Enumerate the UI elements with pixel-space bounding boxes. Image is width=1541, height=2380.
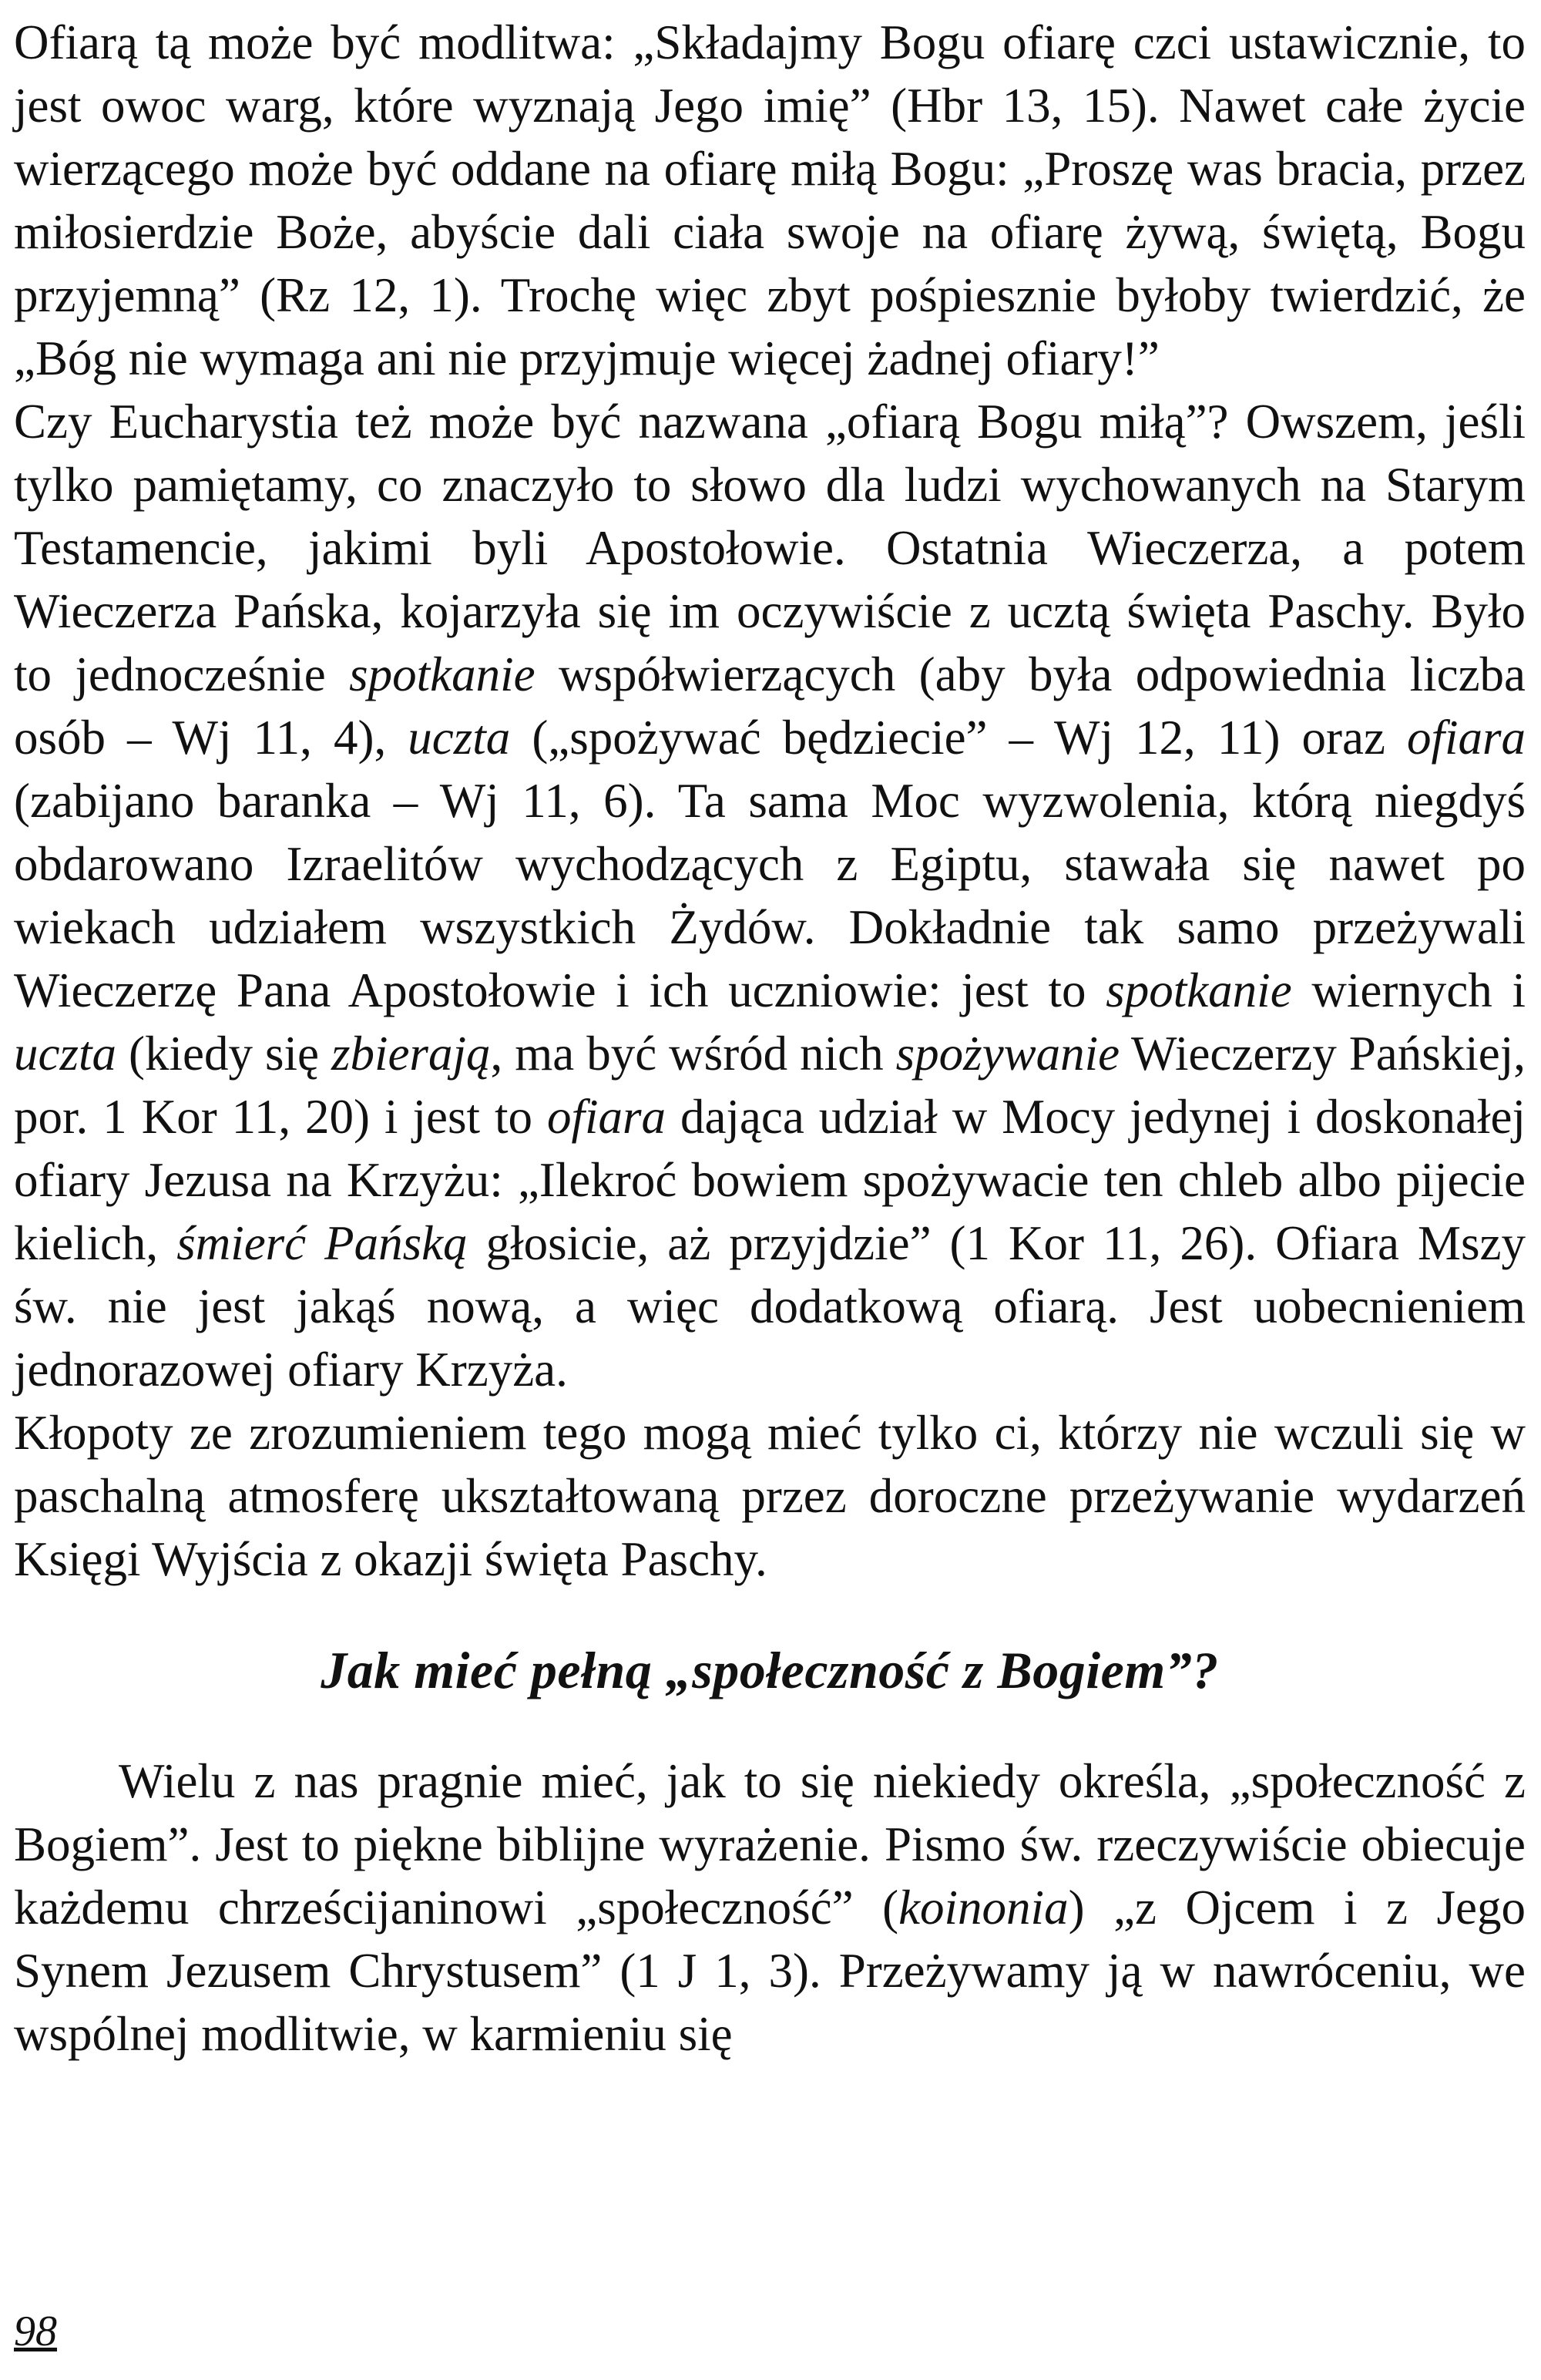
book-page [14,11,1526,2066]
text-run: współwierzących (aby była odpowiednia liczba osób – Wj 11, 4), [14,647,1526,765]
text-run: Kłopoty ze zrozumieniem tego mogą mieć tylko ci, którzy nie wczuli się w paschalną atmosferę ukształtowaną przez doroczne przeżywanie wydarzeń Księgi Wyjścia z okazji święta Paschy. [14,1406,1526,1586]
text-run: Czy Eucharystia też może być nazwana „ofiarą Bogu miłą”? Owszem, jeśli tylko pamiętamy, co znaczyło to słowo dla ludzi wychowanych na Starym Testamencie, jakimi byli Apostołowie. Ostatnia Wieczerza, a potem Wieczerza Pańska, kojarzyła się im oczywiście z ucztą święta Paschy. Było to jednocześnie [14,395,1526,701]
text-run: (zabijano baranka – Wj 11, 6). Ta sama Moc wyzwolenia, którą niegdyś obdarowano Izraelitów wychodzących z Egiptu, stawała się nawet po wiekach udziałem wszystkich Żydów. Dokładnie tak samo przeżywali Wieczerzę Pana Apostołowie i ich uczniowie: jest to [14,774,1526,1017]
italic-text: uczta [14,1027,116,1081]
text-run: („spożywać będziecie” – Wj 12, 11) oraz [510,711,1407,765]
italic-text: spotkanie [349,647,535,701]
text-section-after-heading [14,1750,1526,2066]
italic-text: ofiara [546,1090,666,1144]
italic-text: zbierają [331,1027,491,1081]
text-run: Ofiarą tą może być modlitwa: „Składajmy Bogu ofiarę czci ustawicznie, to jest owoc warg, które wyznają Jego imię” (Hbr 13, 15). Nawet całe życie wierzącego może być oddane na ofiarę miłą Bogu: „Proszę was bracia, przez miłosierdzie Boże, abyście dali ciała swoje na ofiarę żywą, świętą, Bogu przyjemną” (Rz 12, 1). Trochę więc zbyt pośpiesznie byłoby twierdzić, że „Bóg nie wymaga ani nie przyjmuje więcej żadnej ofiary!” [14,15,1526,385]
italic-text: koinonia [898,1881,1069,1935]
text-section-before-heading [14,11,1526,1591]
text-run: (kiedy się [116,1027,331,1081]
text-run: Wielu z nas pragnie mieć, jak to się niekiedy określa, „społeczność z Bogiem”. Jest to piękne biblijne wyrażenie. Pismo św. rzeczywiście obiecuje każdemu chrześcijaninowi „społeczność” ( [14,1754,1526,1935]
paragraph [14,11,1526,390]
text-run: Wieczerzy Pańskiej, por. 1 Kor 11, 20) i jest to [14,1027,1526,1144]
page-number: 98 [14,2308,57,2355]
italic-text: uczta [408,711,511,765]
italic-text: spotkanie [1106,963,1292,1017]
section-heading: Jak mieć pełną „społeczność z Bogiem”? [321,1641,1219,1699]
text-run: wiernych i [1291,963,1526,1017]
text-run: głosicie, aż przyjdzie” (1 Kor 11, 26). Ofiara Mszy św. nie jest jakąś nową, a więc dodatkową ofiarą. Jest uobecnieniem jednorazowej ofiary Krzyża. [14,1216,1526,1397]
italic-text: śmierć Pańską [176,1216,468,1270]
paragraph [14,1750,1526,2066]
paragraph [14,390,1526,1401]
italic-text: ofiara [1406,711,1526,765]
text-run: dająca udział w Mocy jedynej i doskonałej ofiary Jezusa na Krzyżu: „Ilekroć bowiem spożywacie ten chleb albo pijecie kielich, [14,1090,1526,1270]
paragraph [14,1401,1526,1591]
italic-text: spożywanie [895,1027,1120,1081]
text-run: , ma być wśród nich [490,1027,896,1081]
text-run: ) „z Ojcem i z Jego Synem Jezusem Chrystusem” (1 J 1, 3). Przeżywamy ją w nawróceniu, we wspólnej modlitwie, w karmieniu się [14,1881,1526,2061]
